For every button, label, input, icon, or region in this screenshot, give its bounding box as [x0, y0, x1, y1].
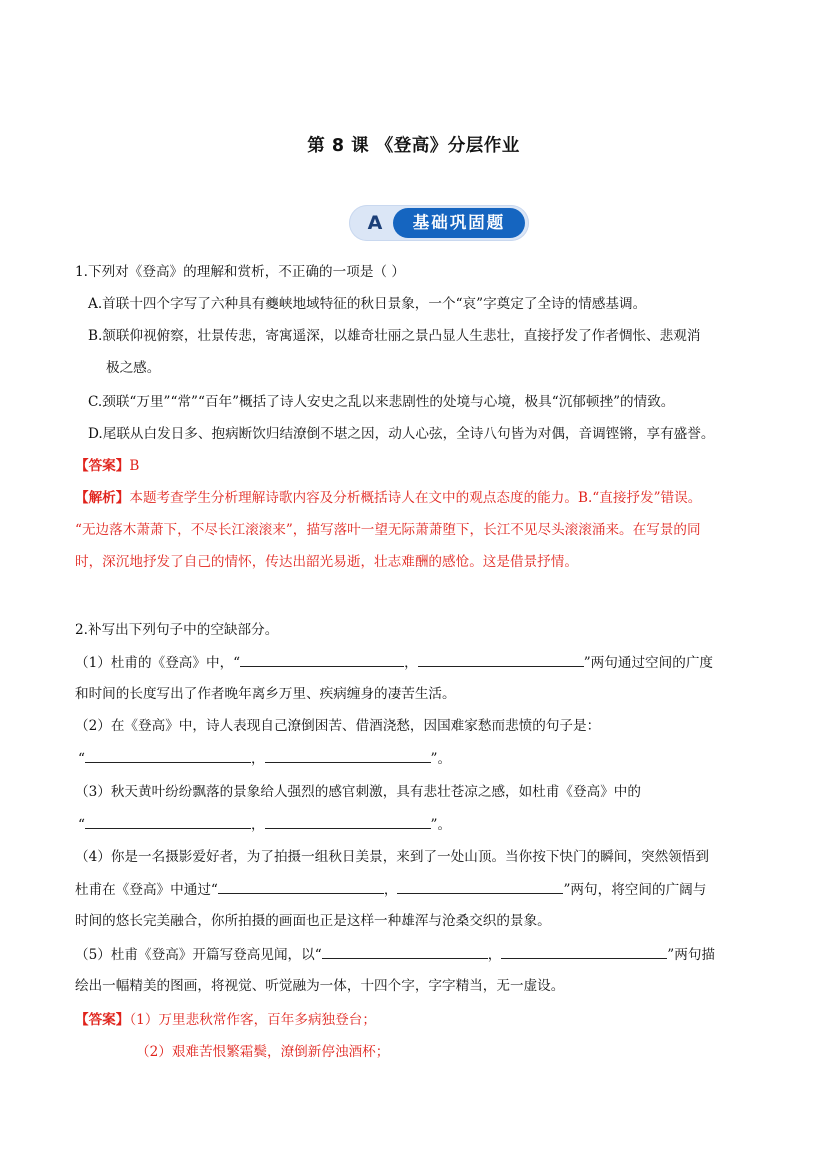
q2-answer-line-1 — [0, 1010, 827, 1030]
answer-blank[interactable] — [265, 814, 431, 829]
q2-sub5-cont: 绘出一幅精美的图画，将视觉、听觉融为一体，十四个字，字字精当，无一虚设。 — [75, 978, 565, 994]
q2-sub4-blanks — [0, 879, 827, 900]
q1-analysis-2: “无边落木萧萧下，不尽长江滚滚来”，描写落叶一望无际萧萧堕下，长江不见尽头滚滚涌来。在写景的同 — [75, 522, 701, 538]
answer-blank[interactable] — [85, 748, 251, 763]
q2-sub5-text-a: （5）杜甫《登高》开篇写登高见闻，以“ — [75, 947, 322, 963]
q1-option-c: C.颈联“万里”“常”“百年”概括了诗人安史之乱以来悲剧性的处境与心境，极具“沉郁顿挫”的情致。 — [88, 394, 675, 410]
q2-sub1 — [0, 652, 827, 673]
q1-stem: 1.下列对《登高》的理解和赏析，不正确的一项是（ ） — [75, 264, 405, 280]
q1-answer: B — [129, 458, 140, 474]
q2-sub2-blanks — [0, 748, 827, 769]
q2-sub3-close: ”。 — [430, 817, 452, 833]
section-label: 基础巩固题 — [393, 208, 525, 238]
q2-sub1-text-b: ， — [404, 655, 418, 671]
section-badge — [349, 205, 529, 241]
q2-stem: 2.补写出下列句子中的空缺部分。 — [75, 622, 279, 638]
q2-sub2: （2）在《登高》中，诗人表现自己潦倒困苦、借酒浇愁，因国难家愁而悲愤的句子是： — [75, 718, 601, 734]
q2-sub1-cont: 和时间的长度写出了作者晚年离乡万里、疾病缠身的凄苦生活。 — [75, 686, 456, 702]
page-title: 第 8 课 《登高》分层作业 — [307, 136, 520, 156]
q2-sub2-close: ”。 — [430, 751, 452, 767]
q2-sub3: （3）秋天黄叶纷纷飘落的景象给人强烈的感官刺激，具有悲壮苍凉之感，如杜甫《登高》中的 — [75, 784, 641, 800]
q2-sub1-text-a: （1）杜甫的《登高》中，“ — [75, 655, 241, 671]
q1-analysis-3: 时，深沉地抒发了自己的情怀，传达出韶光易逝，壮志难酬的感怆。这是借景抒情。 — [75, 554, 578, 570]
q2-sub2-open: “ — [78, 751, 85, 767]
q2-answer-1: （1）万里悲秋常作客，百年多病独登台； — [129, 1012, 376, 1028]
answer-blank[interactable] — [397, 879, 563, 894]
q2-sub3-open: “ — [78, 817, 85, 833]
q1-answer-line — [0, 456, 827, 476]
answer-blank[interactable] — [501, 944, 667, 959]
q1-option-b: B.颔联仰视俯察，壮景传悲，寄寓遥深，以雄奇壮丽之景凸显人生悲壮，直接抒发了作者惆怅、悲观消 — [88, 328, 701, 344]
q1-option-d: D.尾联从白发日多、抱病断饮归结潦倒不堪之因，动人心弦，全诗八句皆为对偶，音调铿锵，享有盛誉。 — [88, 426, 715, 442]
q1-option-b-cont: 极之感。 — [106, 360, 161, 376]
q2-sub3-comma: ， — [250, 817, 265, 833]
section-letter: A — [367, 212, 383, 234]
q2-sub4-cont: 时间的悠长完美融合，你所拍摄的画面也正是这样一种雄浑与沧桑交织的景象。 — [75, 913, 551, 929]
q2-sub4-text-b: ”两句，将空间的广阔与 — [563, 882, 707, 898]
q1-analysis-1: 本题考查学生分析理解诗歌内容及分析概括诗人在文中的观点态度的能力。B.“直接抒发”错误。 — [129, 490, 702, 506]
answer-blank[interactable] — [240, 652, 404, 667]
q2-answer-2: （2）艰难苦恨繁霜鬓，潦倒新停浊酒杯； — [136, 1044, 390, 1060]
q2-sub1-text-c: ”两句通过空间的广度 — [583, 655, 714, 671]
q1-answer-tag: 【答案】 — [75, 458, 130, 474]
q2-answer-tag: 【答案】 — [75, 1012, 130, 1028]
q2-sub4: （4）你是一名摄影爱好者，为了拍摄一组秋日美景，来到了一处山顶。当你按下快门的瞬间，突然领悟到 — [75, 849, 709, 865]
q2-sub5 — [0, 944, 827, 965]
answer-blank[interactable] — [265, 748, 431, 763]
q2-sub4-comma: ， — [383, 882, 398, 898]
q1-analysis-tag: 【解析】 — [75, 490, 130, 506]
q2-sub5-text-b: ”两句描 — [667, 947, 716, 963]
q2-sub2-comma: ， — [250, 751, 265, 767]
q2-sub4-text-a: 杜甫在《登高》中通过“ — [75, 882, 218, 898]
answer-blank[interactable] — [218, 879, 384, 894]
answer-blank[interactable] — [418, 652, 584, 667]
answer-blank[interactable] — [85, 814, 251, 829]
q1-analysis-line-1 — [0, 488, 827, 508]
q1-option-a: A.首联十四个字写了六种具有夔峡地域特征的秋日景象，一个“哀”字奠定了全诗的情感基调。 — [88, 296, 647, 312]
answer-blank[interactable] — [322, 944, 488, 959]
q2-sub3-blanks — [0, 814, 827, 835]
q2-sub5-comma: ， — [487, 947, 502, 963]
